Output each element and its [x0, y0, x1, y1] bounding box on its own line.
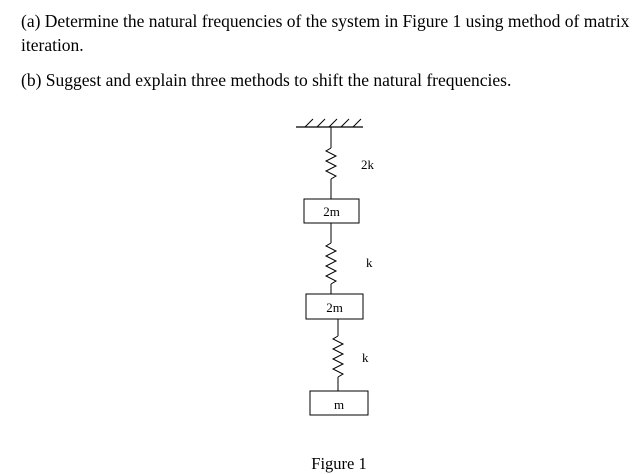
figure-caption: Figure 1	[311, 454, 367, 473]
spring-3-label: k	[362, 350, 369, 365]
fixed-support	[296, 119, 363, 127]
spring-2	[326, 223, 336, 294]
spring-1	[326, 127, 336, 199]
mass-2-label: 2m	[326, 300, 343, 315]
spring-1-label: 2k	[361, 157, 374, 172]
mass-3-label: m	[333, 397, 345, 412]
question-b: (b) Suggest and explain three methods to shift the natural frequencies.	[21, 70, 512, 90]
question-a: (a) Determine the natural frequencies of the system in Figure 1 using method of matrix iteration.	[21, 11, 630, 55]
spring-3	[333, 319, 343, 391]
mass-1-label: 2m	[323, 204, 340, 219]
spring-2-label: k	[366, 255, 373, 270]
